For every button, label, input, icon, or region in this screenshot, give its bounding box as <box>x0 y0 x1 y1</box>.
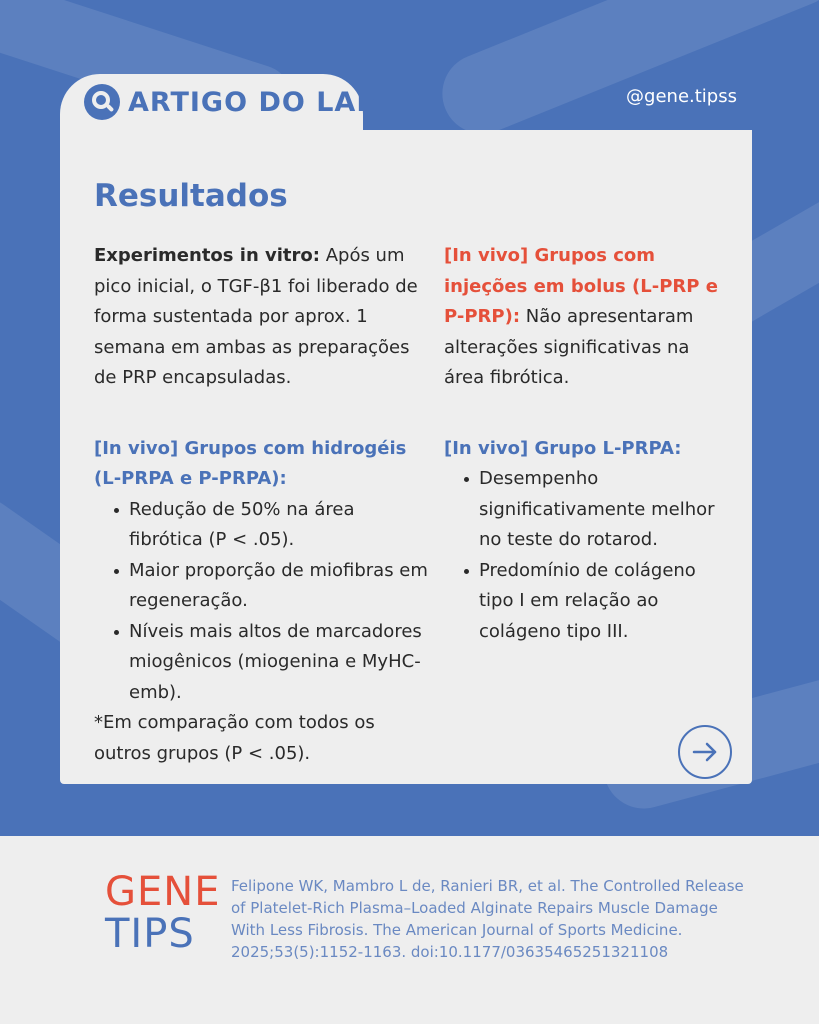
background-strand <box>430 0 819 146</box>
social-handle: @gene.tipss <box>626 86 737 107</box>
hydrogel-heading: [In vivo] Grupos com hidrogéis (L-PRPA e P-PRPA): <box>94 437 407 489</box>
logo-gene-text: GENE <box>105 869 221 915</box>
list-item: Desempenho significativamente melhor no teste do rotarod. <box>444 464 729 556</box>
in-vitro-paragraph <box>94 241 429 394</box>
list-item: Maior proporção de miofibras em regeneração. <box>94 556 429 617</box>
citation: Felipone WK, Mambro L de, Ranieri BR, et al. The Controlled Release of Platelet-Rich Plasma–Loaded Alginate Repairs Muscle Damage With Less Fibrosis. The American Journal of Sports Medicine. 2025;53(5):1152-1163. doi:10.1177/03635465251321108 <box>231 877 744 961</box>
left-column <box>94 241 429 769</box>
l-prpa-list <box>444 464 729 647</box>
bolus-text: Não apresentaram alterações significativas na área fibrótica. <box>444 306 694 388</box>
arrow-right-icon <box>680 727 730 777</box>
bolus-heading: [In vivo] Grupos com injeções em bolus (L-PRP e P-PRP): <box>444 245 718 327</box>
gene-tips-logo <box>105 869 221 957</box>
bolus-paragraph <box>444 241 729 394</box>
list-item: Predomínio de colágeno tipo I em relação ao colágeno tipo III. <box>444 556 729 648</box>
header-label <box>84 84 378 120</box>
l-prpa-section <box>444 434 729 648</box>
header-label-text: ARTIGO DO LAB <box>128 86 378 118</box>
list-item: Níveis mais altos de marcadores miogênicos (miogenina e MyHC-emb). <box>94 617 429 709</box>
page-title: Resultados <box>94 178 288 214</box>
hydrogel-section <box>94 434 429 770</box>
footnote: *Em comparação com todos os outros grupos (P < .05). <box>94 712 375 764</box>
search-icon <box>84 84 120 120</box>
right-column <box>444 241 729 647</box>
in-vitro-text: Após um pico inicial, o TGF-β1 foi liberado de forma sustentada por aprox. 1 semana em ambas as preparações de PRP encapsuladas. <box>94 245 418 388</box>
logo-tips-text: TIPS <box>105 911 195 957</box>
hydrogel-list <box>94 495 429 709</box>
in-vitro-heading: Experimentos in vitro: <box>94 245 320 266</box>
next-button[interactable] <box>678 725 732 779</box>
list-item: Redução de 50% na área fibrótica (P < .05). <box>94 495 429 556</box>
l-prpa-heading: [In vivo] Grupo L-PRPA: <box>444 437 682 459</box>
